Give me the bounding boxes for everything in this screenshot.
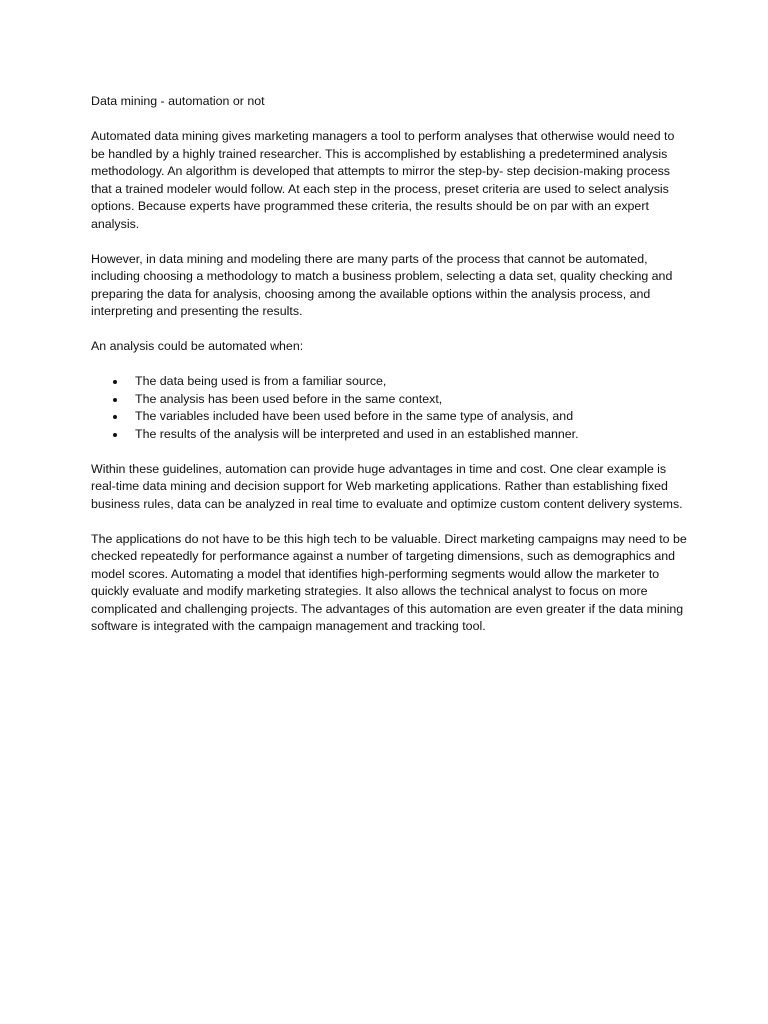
criteria-list (91, 373, 687, 443)
paragraph-limitations: However, in data mining and modeling there are many parts of the process that cannot be automated, including choosing a methodology to match a business problem, selecting a data set, quality checking and preparing the data for analysis, choosing among the available options within the analysis process, and interpreting and presenting the results. (91, 251, 673, 318)
document-title: Data mining - automation or not (91, 94, 265, 108)
list-item-text: The variables included have been used before in the same type of analysis, and (135, 409, 574, 423)
list-item (91, 426, 687, 444)
list-item-text: The results of the analysis will be interpreted and used in an established manner. (135, 426, 579, 441)
bullet-icon (113, 380, 117, 384)
bullet-icon (113, 433, 117, 437)
list-item (91, 408, 687, 426)
bullet-icon (113, 415, 117, 419)
list-item (91, 373, 687, 391)
list-item (91, 391, 687, 409)
paragraph-applications: The applications do not have to be this high tech to be valuable. Direct marketing campaigns may need to be checked repeatedly for performance against a number of targeting dimensions, such as demographics and model scores. Automating a model that identifies high-performing segments would allow the marketer to quickly evaluate and modify marketing strategies. It also allows the technical analyst to focus on more complicated and challenging projects. The advantages of this automation are even greater if the data mining software is integrated with the campaign management and tracking tool. (91, 531, 687, 633)
paragraph-guidelines: Within these guidelines, automation can provide huge advantages in time and cost. One clear example is real-time data mining and decision support for Web marketing applications. Rather than establishing fixed business rules, data can be analyzed in real time to evaluate and optimize custom content delivery systems. (91, 461, 683, 511)
bullet-icon (113, 398, 117, 402)
paragraph-intro: Automated data mining gives marketing managers a tool to perform analyses that otherwise would need to be handled by a highly trained researcher. This is accomplished by establishing a predetermined analysis methodology. An algorithm is developed that attempts to mirror the step-by- step decision-making process that a trained modeler would follow. At each step in the process, preset criteria are used to select analysis options. Because experts have programmed these criteria, the results should be on par with an expert analysis. (91, 129, 675, 231)
list-item-text: The data being used is from a familiar source, (135, 374, 387, 388)
document-body (91, 93, 687, 653)
list-item-text: The analysis has been used before in the same context, (135, 391, 443, 406)
paragraph-list-lead: An analysis could be automated when: (91, 339, 304, 353)
